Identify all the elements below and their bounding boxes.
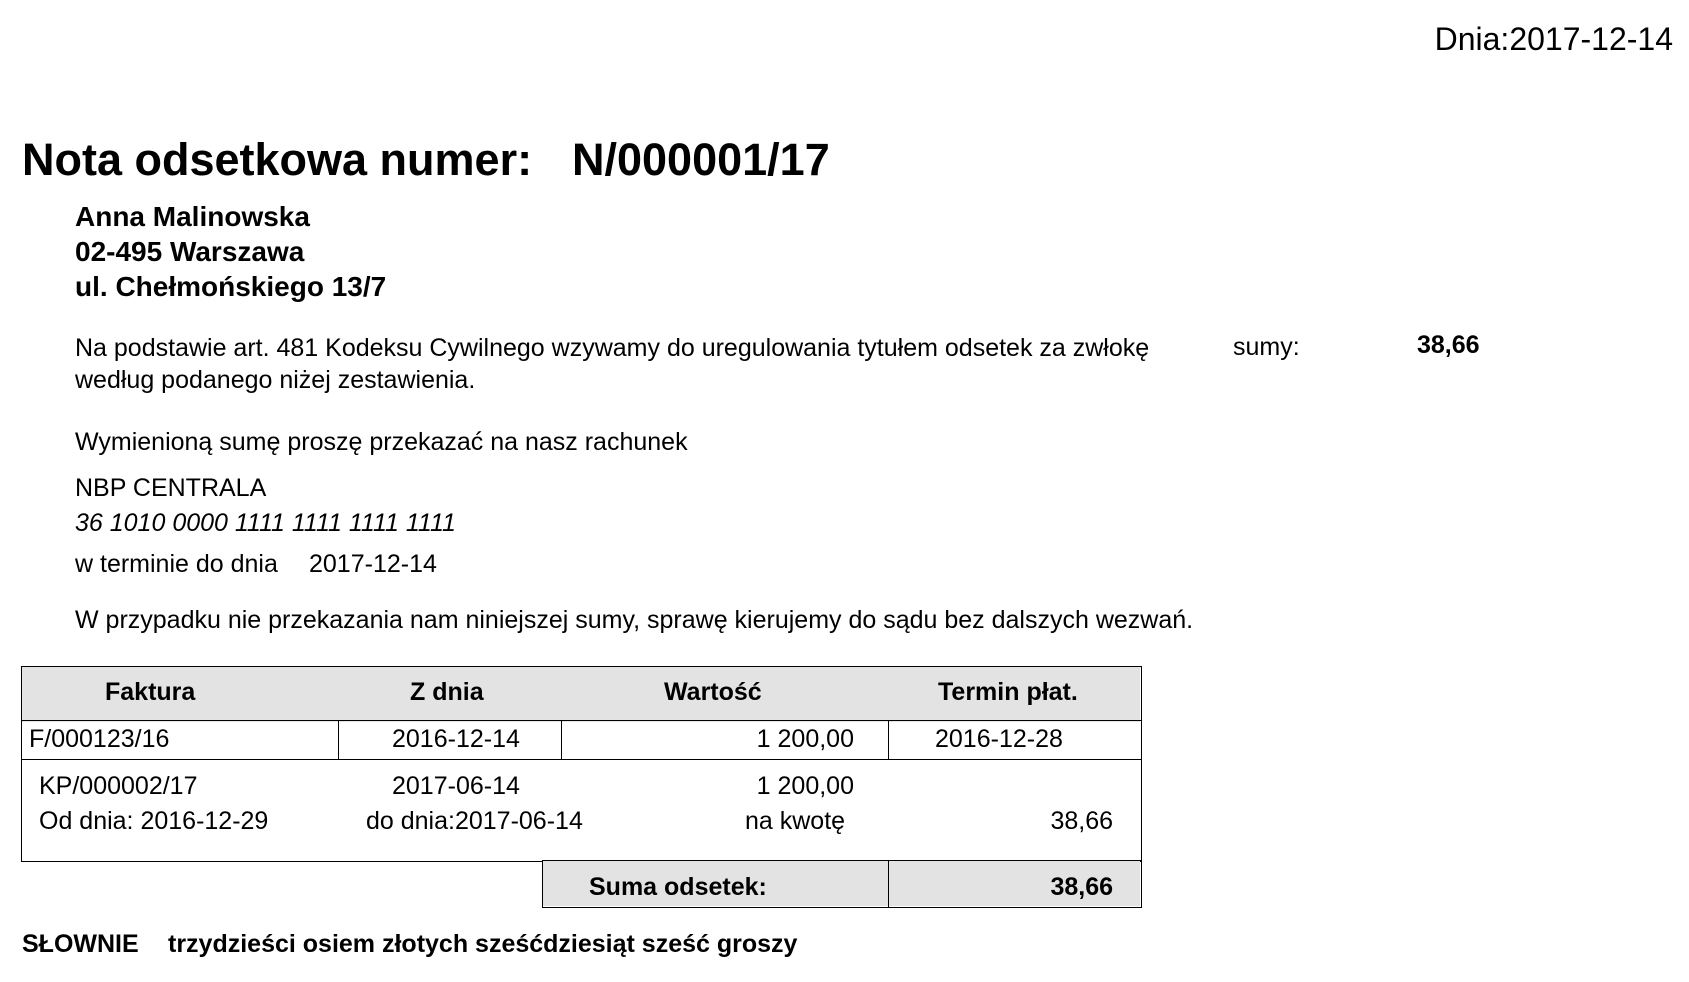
invoice-due-date: 2016-12-28 [935,725,1063,753]
header-value: Wartość [664,678,762,706]
words-label: SŁOWNIE [22,930,139,958]
total-label: Suma odsetek: [589,873,767,901]
row-divider [21,759,1142,760]
payment-amount: 1 200,00 [756,772,854,800]
total-value: 38,66 [1050,873,1113,901]
recipient-street: ul. Chełmońskiego 13/7 [75,271,387,302]
interest-amount: 38,66 [1050,807,1113,835]
payment-date: 2017-06-14 [392,772,520,800]
period-to: do dnia:2017-06-14 [366,807,583,835]
account-number: 36 1010 0000 1111 1111 1111 1111 [75,509,456,537]
page-title: Nota odsetkowa numer: [22,134,533,185]
invoice-value: 1 200,00 [756,725,854,753]
invoice-date: 2016-12-14 [392,725,520,753]
payment-instruction: Wymienioną sumę proszę przekazać na nasz rachunek [75,428,688,456]
intro-line-1: Na podstawie art. 481 Kodeksu Cywilnego wzywamy do uregulowania tytułem odsetek za zwłokę [75,334,1150,362]
deadline-date: 2017-12-14 [309,550,437,578]
recipient-name: Anna Malinowska [75,201,310,232]
col-divider-3 [888,720,889,760]
header-invoice: Faktura [105,678,196,706]
document-date: Dnia:2017-12-14 [1434,21,1673,57]
recipient-city: 02-495 Warszawa [75,236,305,267]
intro-line-2: według podanego niżej zestawienia. [75,366,476,394]
header-date: Z dnia [410,678,484,706]
total-divider [888,860,889,908]
invoice-number: F/000123/16 [29,725,170,753]
payment-doc: KP/000002/17 [39,772,198,800]
sum-value: 38,66 [1417,331,1480,359]
sum-label: sumy: [1233,333,1300,361]
note-number: N/000001/17 [572,134,830,185]
period-from: Od dnia: 2016-12-29 [39,807,269,835]
deadline-label: w terminie do dnia [75,550,278,578]
bank-name: NBP CENTRALA [75,474,267,502]
col-divider-1 [338,720,339,760]
legal-warning: W przypadku nie przekazania nam niniejszej sumy, sprawę kierujemy do sądu bez dalszych wezwań. [75,606,1194,634]
col-divider-2 [561,720,562,760]
header-due-date: Termin płat. [938,678,1078,706]
amount-in-words: trzydzieści osiem złotych sześćdziesiąt sześć groszy [168,930,798,958]
on-amount-label: na kwotę [745,807,846,835]
header-divider [21,720,1142,721]
